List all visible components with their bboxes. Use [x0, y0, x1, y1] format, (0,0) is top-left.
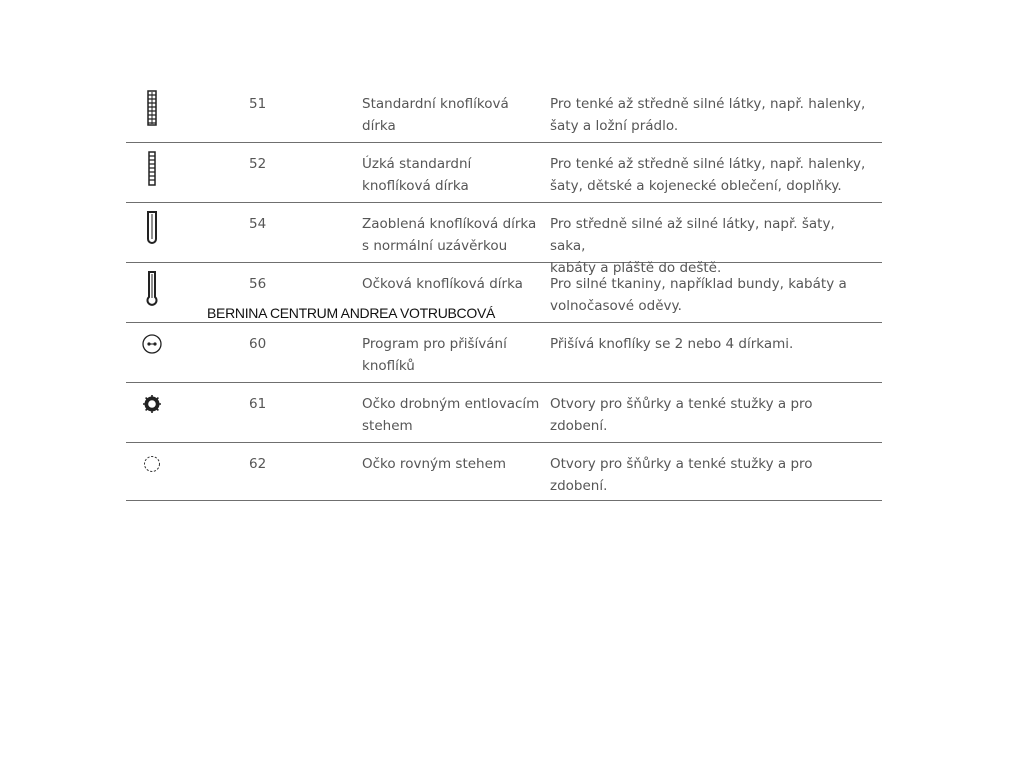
stitch-number: 51: [249, 96, 267, 112]
table-row: [126, 143, 882, 203]
stitch-number: 54: [249, 216, 267, 232]
stitch-name: Očko drobným entlovacím stehem: [362, 396, 540, 434]
straight-stitch-eyelet-icon: [138, 449, 166, 489]
stitch-description: Přišívá knoflíky se 2 nebo 4 dírkami.: [550, 336, 794, 352]
stitch-name: Úzká standardní knoflíková dírka: [362, 156, 472, 194]
narrow-buttonhole-icon: [138, 149, 166, 189]
table-row: [126, 443, 882, 501]
stitch-name: Očková knoflíková dírka: [362, 276, 523, 292]
stitch-name: Standardní knoflíková dírka: [362, 96, 509, 134]
stitch-description: Otvory pro šňůrky a tenké stužky a pro zdobení.: [550, 396, 813, 434]
table-row: [126, 83, 882, 143]
stitch-description: Pro tenké až středně silné látky, např. halenky, šaty a ložní prádlo.: [550, 96, 866, 134]
rounded-buttonhole-icon: [138, 209, 166, 249]
stitch-number: 60: [249, 336, 267, 352]
stitch-name: Program pro přišívání knoflíků: [362, 336, 507, 374]
button-sew-on-icon: [138, 329, 166, 369]
table-row: [126, 203, 882, 276]
stitch-number: 52: [249, 156, 267, 172]
watermark-text: BERNINA CENTRUM ANDREA VOTRUBCOVÁ: [207, 305, 496, 321]
keyhole-buttonhole-icon: [138, 269, 166, 309]
stitch-number: 61: [249, 396, 267, 412]
table-row: [126, 323, 882, 383]
stitch-number: 62: [249, 456, 267, 472]
standard-buttonhole-icon: [138, 89, 166, 129]
stitch-name: Zaoblená knoflíková dírka s normální uzávěrkou: [362, 216, 537, 254]
stitch-description: Otvory pro šňůrky a tenké stužky a pro zdobení.: [550, 456, 813, 494]
stitch-name: Očko rovným stehem: [362, 456, 507, 472]
table-row: [126, 383, 882, 443]
stitch-description: Pro tenké až středně silné látky, např. halenky, šaty, dětské a kojenecké oblečení, doplňky.: [550, 156, 866, 194]
satin-eyelet-icon: [138, 389, 166, 429]
stitch-table: [126, 83, 882, 501]
stitch-description: Pro silné tkaniny, například bundy, kabáty a volnočasové oděvy.: [550, 276, 847, 314]
stitch-number: 56: [249, 276, 267, 292]
stitch-description: Pro středně silné až silné látky, např. šaty, saka, kabáty a pláště do deště.: [550, 216, 835, 276]
